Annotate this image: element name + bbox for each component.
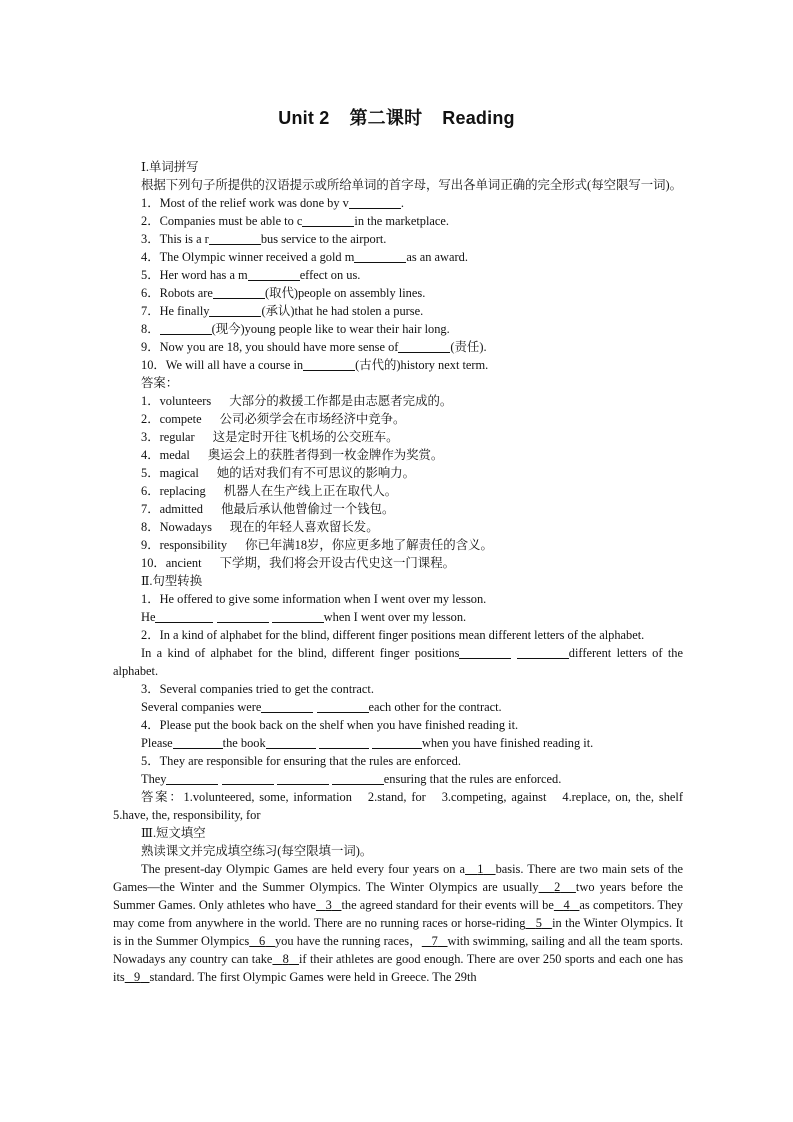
cloze-passage	[113, 860, 683, 986]
cloze-blank[interactable]: 9	[134, 970, 141, 984]
transform-q4-original: 4．Please put the book back on the shelf when you have finished reading it.	[141, 718, 519, 732]
title-lesson: 第二课时	[349, 108, 423, 128]
answer-blank[interactable]	[332, 771, 384, 785]
transform-q3-original: 3．Several companies tried to get the contract.	[141, 682, 374, 696]
answer-blank[interactable]	[317, 699, 369, 713]
passage-text: standard. The first Olympic Games were held in Greece. The 29th	[149, 970, 477, 984]
section1-heading: Ⅰ.单词拼写	[141, 160, 199, 174]
transform-q4-rewrite: Please the book when you have finished reading it.	[141, 736, 594, 750]
passage-text: if their athletes are good enough. There are over 250 sports and each one has its	[113, 952, 684, 984]
answer-blank[interactable]	[213, 285, 265, 299]
answer-blank[interactable]	[398, 339, 450, 353]
vocab-answer-list	[113, 392, 683, 572]
vocab-answer: 10．ancient 下学期，我们将会开设古代史这一门课程。	[141, 556, 455, 570]
vocab-answer: 1．volunteers 大部分的救援工作都是由志愿者完成的。	[141, 394, 453, 408]
cloze-blank[interactable]: 6	[259, 934, 266, 948]
title-unit: Unit 2	[278, 108, 330, 128]
vocab-answer: 4．medal 奥运会上的获胜者得到一枚金牌作为奖赏。	[141, 448, 444, 462]
vocab-question: 10．We will all have a course in (古代的)history next term.	[141, 358, 489, 372]
vocab-answer: 5．magical 她的话对我们有不可思议的影响力。	[141, 466, 416, 480]
section2-heading: Ⅱ.句型转换	[141, 574, 203, 588]
passage-text: two years before the Summer Games. Only athletes who have	[113, 880, 683, 912]
cloze-blank[interactable]: 4	[563, 898, 570, 912]
answer-blank[interactable]	[155, 609, 213, 623]
answer-blank[interactable]	[372, 735, 422, 749]
passage-text: as competitors. They may come from anywhere in the world. There are no running races or horse-riding	[113, 898, 683, 930]
passage-text: the agreed standard for their events will be	[341, 898, 554, 912]
answer-blank[interactable]	[248, 267, 300, 281]
cloze-blank[interactable]: 7	[431, 934, 438, 948]
cloze-blank[interactable]: 8	[282, 952, 289, 966]
cloze-blank[interactable]: 1	[477, 862, 484, 876]
document-body	[113, 158, 696, 986]
answer-blank[interactable]	[209, 303, 261, 317]
section3-instruction: 熟读课文并完成填空练习(每空限填一词)。	[141, 844, 373, 858]
answer-blank[interactable]	[266, 735, 316, 749]
answer-blank[interactable]	[319, 735, 369, 749]
answer-blank[interactable]	[303, 357, 355, 371]
section2-answers: 答案：1.volunteered, some, information 2.stand, for 3.competing, against 4.replace, on, the, shelf 5.have, the, responsibility, for	[113, 790, 696, 822]
passage-text: you have the running races，	[274, 934, 422, 948]
vocab-answer: 7．admitted 他最后承认他曾偷过一个钱包。	[141, 502, 395, 516]
answer-blank[interactable]	[160, 321, 212, 335]
transform-q2-rewrite: In a kind of alphabet for the blind, different finger positions different letters of the alphabet.	[113, 646, 683, 678]
cloze-blank[interactable]: 3	[325, 898, 332, 912]
vocab-question: 4．The Olympic winner received a gold m as an award.	[141, 250, 468, 264]
answer-blank[interactable]	[517, 645, 569, 659]
answer-blank[interactable]	[277, 771, 329, 785]
vocab-question: 2．Companies must be able to c in the marketplace.	[141, 214, 450, 228]
transform-q1-rewrite: He when I went over my lesson.	[141, 610, 467, 624]
transform-q1-original: 1．He offered to give some information when I went over my lesson.	[141, 592, 487, 606]
answer-blank[interactable]	[261, 699, 313, 713]
vocab-answer: 2．compete 公司必须学会在市场经济中竞争。	[141, 412, 406, 426]
transform-q5-original: 5．They are responsible for ensuring that the rules are enforced.	[141, 754, 461, 768]
answers-label: 答案：	[141, 376, 179, 390]
answer-blank[interactable]	[173, 735, 223, 749]
title-topic: Reading	[442, 108, 515, 128]
vocab-question: 5．Her word has a m effect on us.	[141, 268, 361, 282]
passage-text: in the Winter Olympics. It is in the Summer Olympics	[113, 916, 684, 948]
answer-blank[interactable]	[459, 645, 511, 659]
section1-instruction: 根据下列句子所提供的汉语提示或所给单词的首字母，写出各单词正确的完全形式(每空限写一词)。	[141, 178, 683, 192]
section3-heading: Ⅲ.短文填空	[141, 826, 206, 840]
answer-blank[interactable]	[222, 771, 274, 785]
page-title	[0, 106, 793, 130]
vocab-answer: 3．regular 这是定时开往飞机场的公交班车。	[141, 430, 399, 444]
answer-blank[interactable]	[272, 609, 324, 623]
answer-blank[interactable]	[166, 771, 218, 785]
answer-blank[interactable]	[217, 609, 269, 623]
vocab-question: 1．Most of the relief work was done by v .	[141, 196, 404, 210]
cloze-blank[interactable]: 5	[535, 916, 542, 930]
vocab-answer: 9．responsibility 你已年满18岁，你应更多地了解责任的含义。	[141, 538, 493, 552]
answer-blank[interactable]	[354, 249, 406, 263]
vocab-answer: 8．Nowadays 现在的年轻人喜欢留长发。	[141, 520, 379, 534]
vocab-question: 7．He finally (承认)that he had stolen a purse.	[141, 304, 424, 318]
vocab-question: 9．Now you are 18, you should have more sense of (责任).	[141, 340, 487, 354]
vocab-question: 3．This is a r bus service to the airport.	[141, 232, 387, 246]
vocab-question-list	[113, 194, 683, 374]
passage-text: with swimming, sailing and all the team sports. Nowadays any country can take	[113, 934, 683, 966]
transform-q3-rewrite: Several companies were each other for the contract.	[141, 700, 502, 714]
transform-q5-rewrite: They ensuring that the rules are enforced.	[141, 772, 562, 786]
vocab-question: 8． (现今)young people like to wear their hair long.	[141, 322, 450, 336]
vocab-question: 6．Robots are (取代)people on assembly lines.	[141, 286, 426, 300]
passage-text: basis. There are two main sets of the Games—the Winter and the Summer Olympics. The Winter Olympics are usually	[113, 862, 684, 894]
vocab-answer: 6．replacing 机器人在生产线上正在取代人。	[141, 484, 398, 498]
answer-blank[interactable]	[302, 213, 354, 227]
cloze-blank[interactable]: 2	[554, 880, 561, 894]
passage-text: The present-day Olympic Games are held every four years on a	[141, 862, 466, 876]
answer-blank[interactable]	[209, 231, 261, 245]
answer-blank[interactable]	[349, 195, 401, 209]
transform-q2-original: 2．In a kind of alphabet for the blind, different finger positions mean different letters of the alphabet.	[141, 628, 645, 642]
